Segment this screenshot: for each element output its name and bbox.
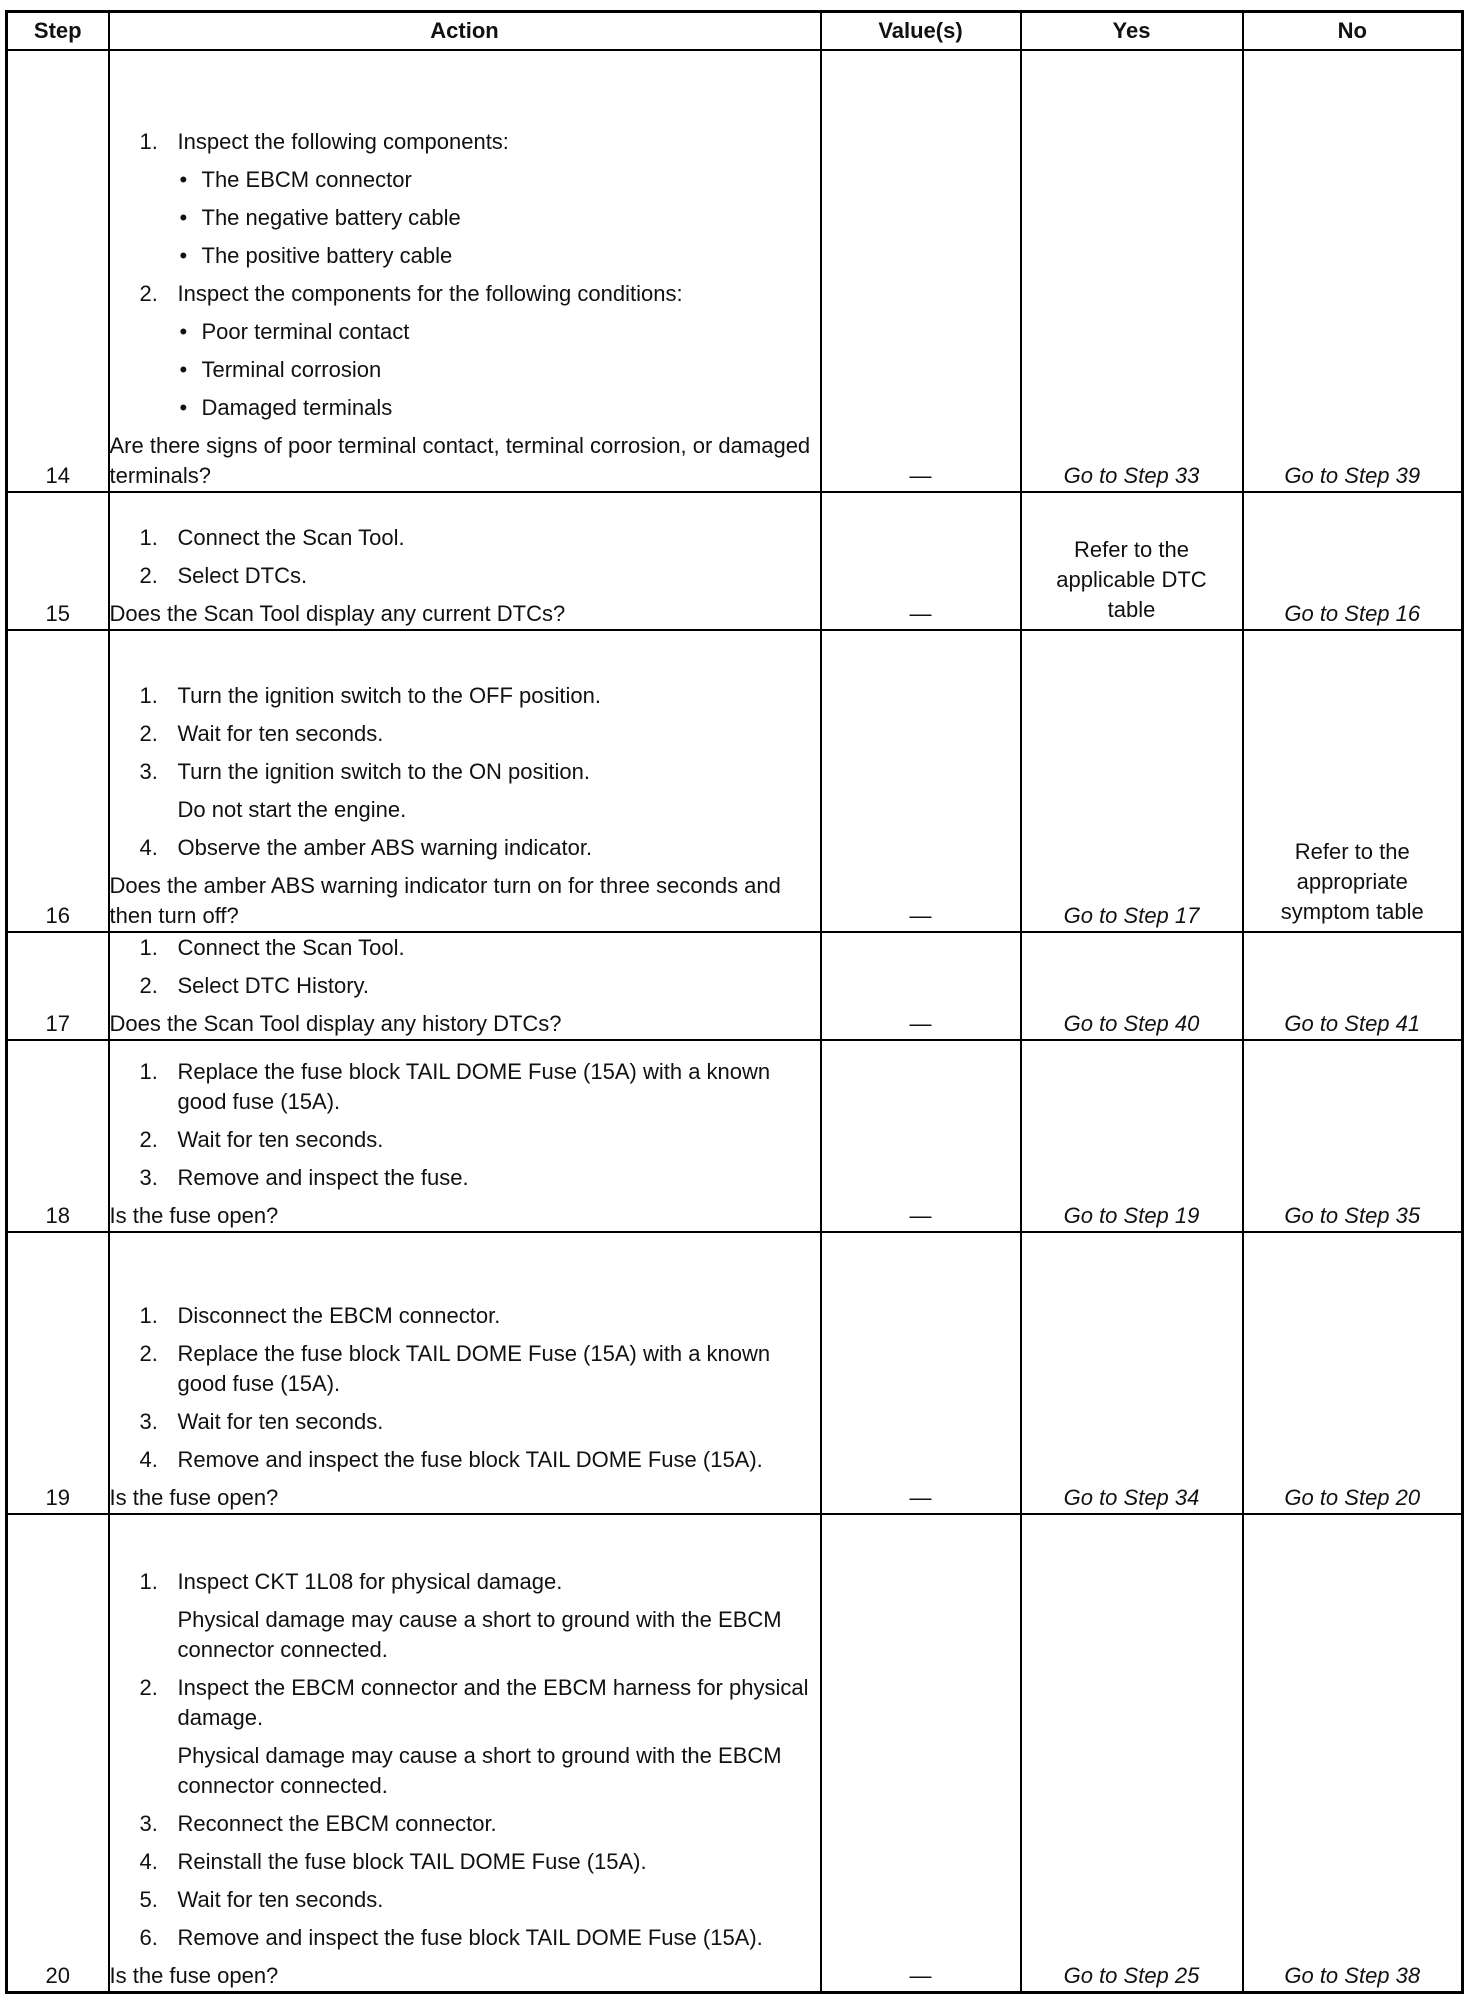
action-step — [110, 279, 820, 309]
action-note: Physical damage may cause a short to ground with the EBCM connector connected. — [177, 1742, 782, 1798]
step-number: 20 — [7, 1514, 109, 1992]
action-step-number: 1. — [139, 683, 158, 708]
action-step-number: 2. — [139, 721, 158, 746]
bullet-item — [110, 241, 820, 271]
action-step-number: 6. — [139, 1924, 158, 1950]
action-step — [110, 1339, 820, 1399]
action-step-text: Remove and inspect the fuse block TAIL DOME Fuse (15A). — [177, 1447, 763, 1472]
yes-cell: Refer to the applicable DTC table — [1021, 492, 1243, 630]
bullet-dot-icon: • — [179, 357, 188, 382]
step-number: 17 — [7, 932, 109, 1040]
action-step — [110, 971, 820, 1001]
no-cell: Go to Step 16 — [1243, 492, 1463, 630]
action-step — [110, 1301, 820, 1331]
action-step-number: 3. — [139, 1810, 158, 1836]
action-step-number: 1. — [139, 129, 158, 154]
action-step-number: 2. — [139, 563, 158, 588]
action-step-number: 2. — [139, 1674, 158, 1700]
action-step — [110, 933, 820, 963]
bullet-text: The negative battery cable — [201, 205, 461, 230]
action-question: Is the fuse open? — [109, 1485, 279, 1510]
bullet-item — [110, 317, 820, 347]
action-step-text: Inspect the EBCM connector and the EBCM harness for physical damage. — [177, 1674, 809, 1730]
action-cell — [109, 630, 821, 932]
action-step — [110, 1847, 820, 1877]
action-question: Are there signs of poor terminal contact, terminal corrosion, or damaged terminals? — [109, 433, 811, 488]
step-number: 14 — [7, 50, 109, 492]
value-cell: — — [821, 932, 1021, 1040]
action-step — [110, 1125, 820, 1155]
action-question: Does the Scan Tool display any history DTCs? — [109, 1011, 562, 1036]
action-step-text: Wait for ten seconds. — [177, 721, 384, 746]
yes-cell: Go to Step 33 — [1021, 50, 1243, 492]
action-cell — [109, 1232, 821, 1514]
action-step — [110, 127, 820, 157]
action-question: Does the Scan Tool display any current DTCs? — [109, 601, 566, 626]
action-step — [110, 1923, 820, 1953]
action-step-text: Reconnect the EBCM connector. — [177, 1810, 497, 1836]
action-step-number: 1. — [139, 935, 158, 960]
header-step: Step — [7, 12, 109, 51]
action-step-text: Inspect the components for the following conditions: — [177, 281, 683, 306]
header-yes: Yes — [1021, 12, 1243, 51]
action-question: Does the amber ABS warning indicator turn on for three seconds and then turn off? — [109, 873, 781, 928]
no-cell: Go to Step 38 — [1243, 1514, 1463, 1992]
value-cell: — — [821, 1040, 1021, 1232]
action-step-text: Wait for ten seconds. — [177, 1127, 384, 1152]
action-step — [110, 1809, 820, 1839]
table-body — [7, 50, 1463, 1992]
action-step-number: 3. — [139, 1165, 158, 1190]
action-step-text: Wait for ten seconds. — [177, 1409, 384, 1434]
no-cell: Go to Step 39 — [1243, 50, 1463, 492]
action-step-text: Reinstall the fuse block TAIL DOME Fuse (15A). — [177, 1848, 647, 1874]
action-step — [110, 757, 820, 787]
bullet-dot-icon: • — [179, 395, 188, 420]
header-no: No — [1243, 12, 1463, 51]
table-row — [7, 1514, 1463, 1992]
action-step-text: Turn the ignition switch to the OFF position. — [177, 683, 601, 708]
bullet-text: Terminal corrosion — [201, 357, 382, 382]
step-number: 19 — [7, 1232, 109, 1514]
no-cell: Go to Step 41 — [1243, 932, 1463, 1040]
no-cell: Refer to the appropriate symptom table — [1243, 630, 1463, 932]
table-row — [7, 630, 1463, 932]
action-question: Is the fuse open? — [109, 1962, 279, 1988]
no-cell: Go to Step 20 — [1243, 1232, 1463, 1514]
action-cell — [109, 932, 821, 1040]
action-step-number: 1. — [139, 1059, 158, 1084]
header-action: Action — [109, 12, 821, 51]
action-step — [110, 523, 820, 553]
action-step — [110, 719, 820, 749]
action-step-number: 4. — [139, 1447, 158, 1472]
bullet-item — [110, 355, 820, 385]
no-cell: Go to Step 35 — [1243, 1040, 1463, 1232]
action-step-text: Remove and inspect the fuse. — [177, 1165, 469, 1190]
action-step-text: Observe the amber ABS warning indicator. — [177, 835, 593, 860]
yes-cell: Go to Step 34 — [1021, 1232, 1243, 1514]
action-cell — [109, 1040, 821, 1232]
action-step-text: Replace the fuse block TAIL DOME Fuse (15A) with a known good fuse (15A). — [177, 1059, 771, 1114]
action-step-text: Replace the fuse block TAIL DOME Fuse (15A) with a known good fuse (15A). — [177, 1341, 771, 1396]
bullet-item — [110, 165, 820, 195]
action-step-number: 1. — [139, 1568, 158, 1594]
yes-cell: Go to Step 25 — [1021, 1514, 1243, 1992]
yes-cell: Go to Step 40 — [1021, 932, 1243, 1040]
action-step — [110, 1445, 820, 1475]
action-step-text: Connect the Scan Tool. — [177, 935, 405, 960]
value-cell: — — [821, 50, 1021, 492]
yes-cell: Go to Step 19 — [1021, 1040, 1243, 1232]
action-step — [110, 1407, 820, 1437]
bullet-dot-icon: • — [179, 205, 188, 230]
action-step — [110, 1673, 820, 1733]
action-question: Is the fuse open? — [109, 1203, 279, 1228]
action-cell — [109, 1514, 821, 1992]
action-cell — [109, 492, 821, 630]
action-step-text: Remove and inspect the fuse block TAIL DOME Fuse (15A). — [177, 1924, 763, 1950]
yes-cell: Go to Step 17 — [1021, 630, 1243, 932]
action-step-text: Disconnect the EBCM connector. — [177, 1303, 501, 1328]
action-step-number: 1. — [139, 525, 158, 550]
value-cell: — — [821, 1232, 1021, 1514]
action-step-number: 2. — [139, 1127, 158, 1152]
step-number: 16 — [7, 630, 109, 932]
action-step — [110, 833, 820, 863]
step-number: 15 — [7, 492, 109, 630]
bullet-text: The EBCM connector — [201, 167, 412, 192]
bullet-dot-icon: • — [179, 167, 188, 192]
action-step-text: Inspect CKT 1L08 for physical damage. — [177, 1568, 563, 1594]
bullet-item — [110, 393, 820, 423]
header-values: Value(s) — [821, 12, 1021, 51]
table-row — [7, 492, 1463, 630]
header-row — [7, 12, 1463, 51]
action-step-text: Turn the ignition switch to the ON position. — [177, 759, 590, 784]
action-step-number: 2. — [139, 973, 158, 998]
action-step-number: 2. — [139, 1341, 158, 1366]
action-step-number: 4. — [139, 835, 158, 860]
action-note: Do not start the engine. — [177, 797, 407, 822]
step-number: 18 — [7, 1040, 109, 1232]
value-cell: — — [821, 1514, 1021, 1992]
table-row — [7, 1232, 1463, 1514]
bullet-text: Poor terminal contact — [201, 319, 410, 344]
action-step — [110, 1057, 820, 1117]
diagnostic-table — [5, 10, 1464, 1994]
bullet-item — [110, 203, 820, 233]
action-step-text: Select DTCs. — [177, 563, 308, 588]
value-cell: — — [821, 492, 1021, 630]
action-step-number: 3. — [139, 759, 158, 784]
action-step-text: Wait for ten seconds. — [177, 1886, 384, 1912]
bullet-text: The positive battery cable — [201, 243, 453, 268]
action-step-text: Inspect the following components: — [177, 129, 509, 154]
bullet-dot-icon: • — [179, 319, 188, 344]
action-step-text: Connect the Scan Tool. — [177, 525, 405, 550]
action-step — [110, 1885, 820, 1915]
action-cell — [109, 50, 821, 492]
action-step-number: 1. — [139, 1303, 158, 1328]
action-note: Physical damage may cause a short to ground with the EBCM connector connected. — [177, 1606, 782, 1662]
value-cell: — — [821, 630, 1021, 932]
table-row — [7, 932, 1463, 1040]
bullet-dot-icon: • — [179, 243, 188, 268]
action-step-number: 5. — [139, 1886, 158, 1912]
action-step-number: 2. — [139, 281, 158, 306]
table-row — [7, 1040, 1463, 1232]
action-step — [110, 1567, 820, 1597]
action-step — [110, 681, 820, 711]
action-step-number: 4. — [139, 1848, 158, 1874]
table-row — [7, 50, 1463, 492]
action-step-number: 3. — [139, 1409, 158, 1434]
bullet-text: Damaged terminals — [201, 395, 393, 420]
action-step — [110, 1163, 820, 1193]
action-step-text: Select DTC History. — [177, 973, 370, 998]
action-step — [110, 561, 820, 591]
